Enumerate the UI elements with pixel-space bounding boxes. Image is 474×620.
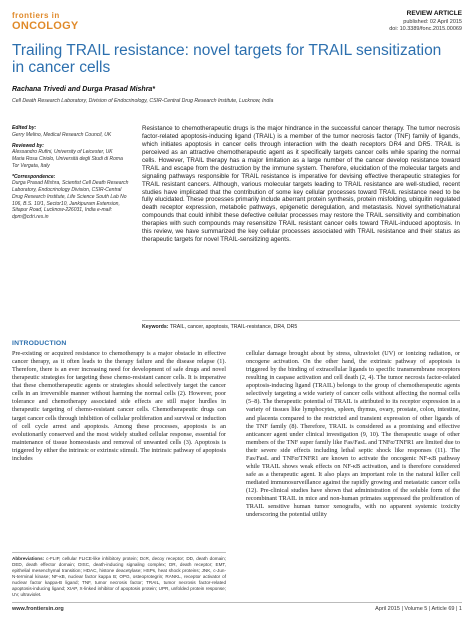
introduction-left-column: Pre-existing or acquired resistance to chemotherapy is a major obstacle in effective cancer therapy, as it often leads to the therapy failure and the disease relapse (1). Therefore, there is an ever increasing need for development of safe drugs and novel therapeutic strategies for targeting these chemo-resistant cancer cells. It is imperative that these chemotherapeutic agents or strategies should selectively target the cancer cells in an irreversible manner without harming the normal cells (2). However, poor tolerance and chemotherapy associated side effects are still major hurdles in therapeutic targeting of chemo-resistant cancer cells. Chemotherapeutic drugs can target cancer cells through inhibition of cellular proliferation and survival or induction of cell cycle arrest and apoptosis. Among these processes, apoptosis is an evolutionarily conserved and the most widely studied cellular response, essential for maintenance of tissue homeostasis and removal of unwanted cells (3). Apoptosis is triggered by either the intrinsic or extrinsic stimuli. The intrinsic pathway of apoptosis includes <box>12 350 226 462</box>
authors: Rachana Trivedi and Durga Prasad Mishra* <box>12 86 156 93</box>
keywords <box>142 324 460 330</box>
reviewed-by: Alessandro Rufini, University of Leicester, UK Maria Rosa Ciriolo, Università degli Studi di Roma Tor Vergata, Italy <box>12 149 123 169</box>
abbreviations-label: Abbreviations: <box>12 556 45 561</box>
edited-by: Gerry Melino, Medical Research Council, UK <box>12 131 112 138</box>
keywords-list: TRAIL, cancer, apoptosis, TRAIL-resistance, DR4, DR5 <box>169 324 298 330</box>
footer-issue: April 2015 | Volume 5 | Article 69 | 1 <box>375 606 462 612</box>
abstract-divider <box>142 320 460 321</box>
correspondence-label: *Correspondence: <box>12 173 56 180</box>
journal-logo <box>12 12 79 32</box>
published-date: published: 02 April 2015 <box>403 18 462 25</box>
keywords-label: Keywords: <box>142 324 169 330</box>
correspondence: Durga Prasad Mishra, Scientist Cell Death Research Laboratory, Endocrinology Division, CSIR-Central Drug Research Institute, Life Science South Lab No 106, B.S. 10/1, Sector10, Jankipuram Extension, Sitapur Road, Lucknow-226031, India e-mail: dpm@cdri.res.in <box>12 180 129 220</box>
footer-divider <box>12 602 462 603</box>
reviewed-by-label: Reviewed by: <box>12 142 44 149</box>
abstract: Resistance to chemotherapeutic drugs is the major hindrance in the successful cancer therapy. The tumor necrosis factor-related apoptosis-inducing ligand (TRAIL) is a member of the tumor necrosis factor (TNF) family of ligands, which initiates apoptosis in cancer cells through interaction with the death receptors DR4 and DR5. TRAIL is perceived as an attractive chemotherapeutic agent as it specifically targets cancer cells while sparing the normal cells. However, TRAIL therapy has a major limitation as a large number of the cancer develop resistance toward TRAIL and escape from the destruction by the immune system. Therefore, elucidation of the molecular targets and signaling pathways responsible for TRAIL resistance is imperative for devising effective therapeutic strategies for TRAIL resistant cancers. Although, various molecular targets leading to TRAIL resistance are well-studied, recent studies have implicated that the contribution of some key cellular processes toward TRAIL resistance need to be fully elucidated. These processes primarily include aberrant protein synthesis, protein misfolding, ubiquitin regulated death receptor expression, metabolic pathways, epigenetic deregulation, and metastasis. Novel synthetic/natural compounds that could inhibit these defective cellular processes may restore the TRAIL sensitivity and combination therapies with such compounds may resensitize TRAIL resistant cancer cells toward TRAIL-induced apoptosis. In this review, we have summarized the key cellular processes associated with TRAIL resistance and their status as therapeutic targets for novel TRAIL-sensitizing agents. <box>142 125 460 244</box>
footer-url[interactable]: www.frontiersin.org <box>12 606 64 612</box>
editorial-sidebar <box>12 125 130 225</box>
article-type: REVIEW ARTICLE <box>406 10 462 17</box>
affiliation: Cell Death Research Laboratory, Division of Endocrinology, CSIR-Central Drug Research Institute, Lucknow, India <box>12 98 274 104</box>
journal-name-bottom: ONCOLOGY <box>12 20 79 32</box>
abbreviations <box>12 552 226 598</box>
introduction-right-column: cellular damage brought about by stress, ultraviolet (UV) or ionizing radiation, or oncogene activation. On the other hand, the extrinsic pathway of apoptosis is triggered by the binding of extracellular ligands to specific transmembrane receptors resulting in caspase activation and cell death (2, 4). The tumor necrosis factor-related apoptosis-inducing ligand (TRAIL) belongs to the group of chemotherapeutic agents selectively targeting a wide variety of cancer cells without affecting the normal cells (5–8). The therapeutic potential of TRAIL is attributed to its receptor expression in a variety of tissues like lymphocytes, spleen, thymus, ovary, prostate, colon, intestine, and placenta compared to the restricted and transient expression of other ligands of the TNF family (8). Therefore, TRAIL is considered as a promising and effective anticancer agent under clinical investigation (9, 10). The therapeutic usage of other members of the TNF super family like Fas/FasL and TNFα/TNFR1 are limited due to their severe side effects including lethal septic shock like responses (11). The Fas/FasL and TNFα/TNFR1 are known to activate the oncogenic NF-κB pathway while TRAIL shows weak effects on NF-κB activation, and is therefore considered safe as a therapeutic agent. It also plays an important role in the natural killer cell mediated immunosurveillance against the rapidly growing and metastatic cancer cells (12). Pre-clinical studies have shown that administration of the soluble form of the recombinant TRAIL in mice and non-human primates suppressed the proliferation of TRAIL sensitive human tumor xenografts, with no apparent systemic toxicity underscoring the potential utility <box>246 350 460 519</box>
doi[interactable]: doi: 10.3389/fonc.2015.00069 <box>389 26 462 33</box>
edited-by-label: Edited by: <box>12 125 37 131</box>
article-title: Trailing TRAIL resistance: novel targets for TRAIL sensitization in cancer cells <box>12 42 442 77</box>
introduction-heading: INTRODUCTION <box>12 340 67 347</box>
journal-name-top: frontiers in <box>12 11 60 20</box>
abbreviations-text: c-FLIP, cellular FLICE-like inhibitory protein; DcR, decoy receptor; DD, death domain; DED, death effector domain; DISC, death-inducing signaling complex; DR, death receptor; EMT, epithelial mesenchymal transition; HDAC, histone deacetylase; HSPs, heat shock proteins; JNK, c-Jun-N-terminal kinase; NF-κB, nuclear factor kappa B; OPG, osteoprotegrin; RANKL, receptor activator of nuclear factor kappa-B ligand; TNF, tumor necrosis factor; TRAIL, tumor necrosis factor-related apoptosis-inducing ligand; XIAP, X-linked inhibitor of apoptosis protein; UPR, unfolded protein response; UV, ultraviolet. <box>12 556 226 597</box>
article-meta <box>389 10 462 34</box>
